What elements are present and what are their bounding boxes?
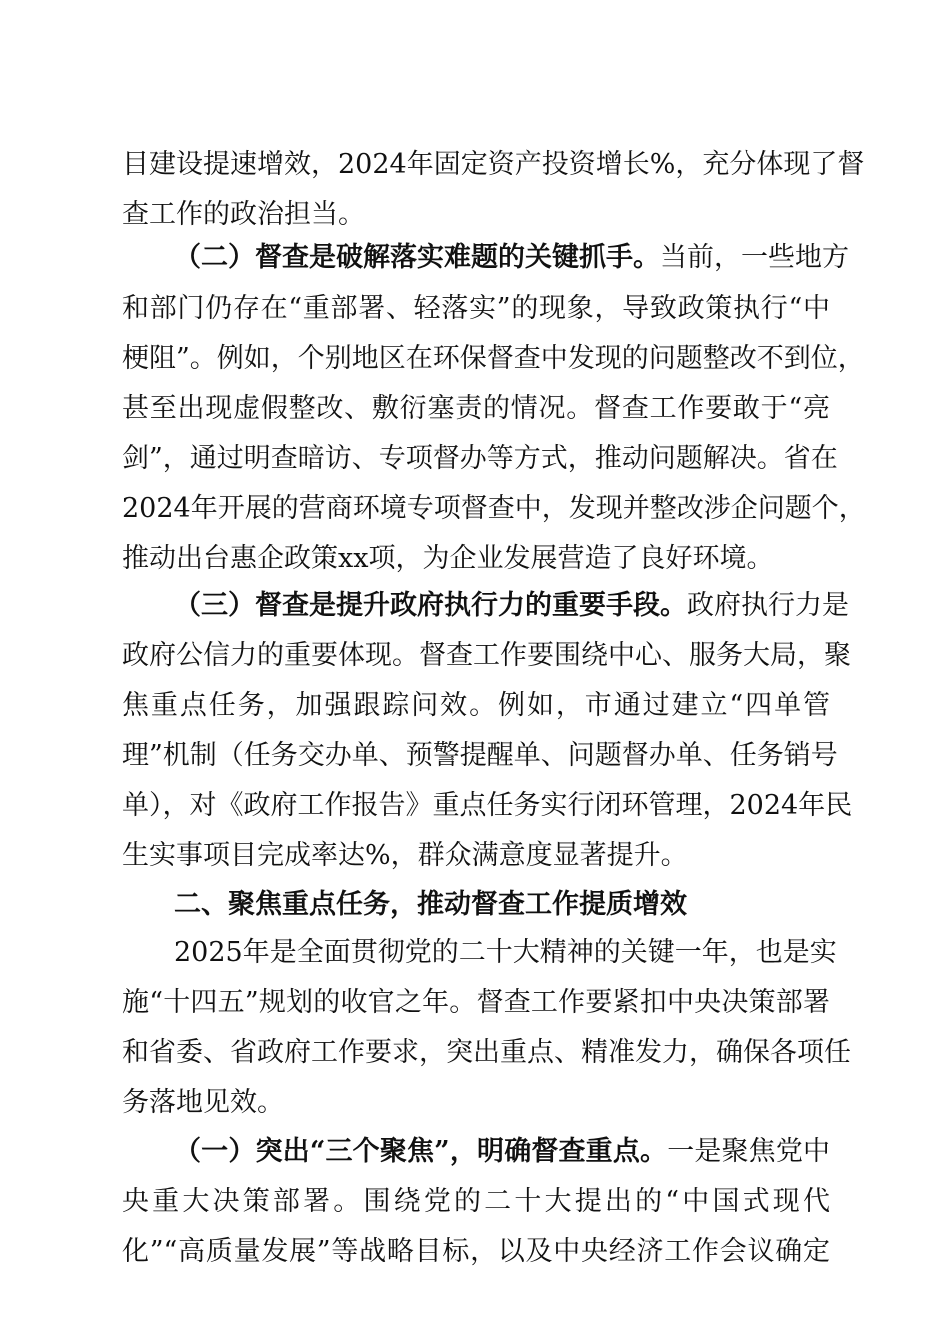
body-line: 化”“高质量发展”等战略目标，以及中央经济工作会议确定 (122, 1236, 830, 1267)
body-line: 查工作的政治担当。 (122, 199, 365, 230)
body-line: 2025年是全面贯彻党的二十大精神的关键一年，也是实 (174, 937, 837, 968)
body-line: 梗阻”。例如，个别地区在环保督查中发现的问题整改不到位， (122, 343, 865, 374)
paragraph-lead-line (174, 240, 849, 276)
body-line: 和部门仍存在“重部署、轻落实”的现象，导致政策执行“中 (122, 293, 830, 324)
subsection-heading: （二）督查是破解落实难题的关键抓手。 (174, 242, 660, 273)
body-line: 央重大决策部署。围绕党的二十大提出的“中国式现代 (122, 1186, 830, 1217)
paragraph-lead-line (174, 1134, 830, 1170)
body-text: 政府执行力是 (687, 590, 849, 621)
body-text: 当前，一些地方 (660, 242, 849, 273)
paragraph-lead-line (174, 588, 849, 624)
body-line: 理”机制（任务交办单、预警提醒单、问题督办单、任务销号 (122, 740, 838, 771)
body-line: 生实事项目完成率达%，群众满意度显著提升。 (122, 840, 688, 871)
body-line: 政府公信力的重要体现。督查工作要围绕中心、服务大局，聚 (122, 640, 851, 671)
body-line: 剑”，通过明查暗访、专项督办等方式，推动问题解决。省在 (122, 443, 838, 474)
body-line: 推动出台惠企政策xx项，为企业发展营造了良好环境。 (122, 543, 774, 574)
body-line: 目建设提速增效，2024年固定资产投资增长%，充分体现了督 (122, 149, 865, 180)
body-line: 施“十四五”规划的收官之年。督查工作要紧扣中央决策部署 (122, 987, 830, 1018)
subsection-heading: （一）突出“三个聚焦”，明确督查重点。 (174, 1136, 668, 1167)
subsection-heading: （三）督查是提升政府执行力的重要手段。 (174, 590, 687, 621)
body-line: 和省委、省政府工作要求，突出重点、精准发力，确保各项任 (122, 1037, 851, 1068)
body-text: 一是聚焦党中 (667, 1136, 831, 1167)
section-heading: 二、聚焦重点任务，推动督查工作提质增效 (174, 889, 687, 920)
body-line: 2024年开展的营商环境专项督查中，发现并整改涉企问题个， (122, 493, 866, 524)
body-line: 焦重点任务，加强跟踪问效。例如，市通过建立“四单管 (122, 690, 830, 721)
body-line: 务落地见效。 (122, 1087, 284, 1118)
body-line: 单），对《政府工作报告》重点任务实行闭环管理，2024年民 (122, 790, 853, 821)
body-line: 甚至出现虚假整改、敷衍塞责的情况。督查工作要敢于“亮 (122, 393, 830, 424)
